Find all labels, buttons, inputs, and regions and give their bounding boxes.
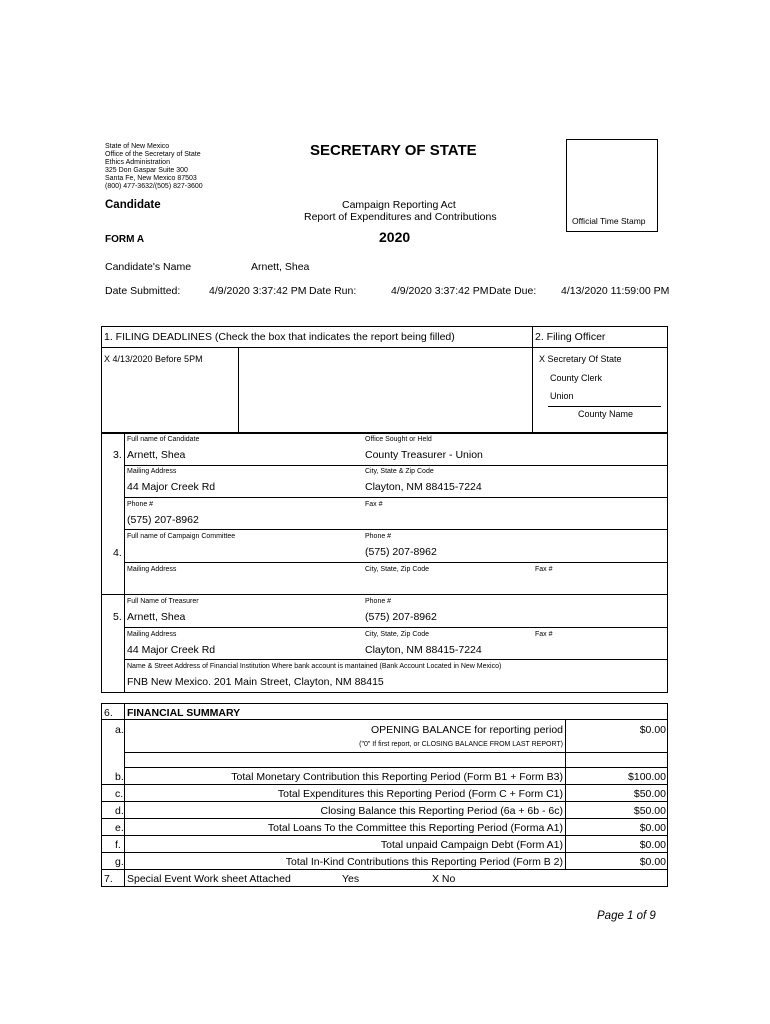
treasurer-phone-label: Phone # bbox=[365, 598, 392, 605]
divider bbox=[124, 703, 125, 887]
county-name-label: County Name bbox=[578, 409, 634, 419]
row-value: $0.00 bbox=[639, 822, 666, 834]
divider bbox=[124, 529, 668, 530]
officer-secretary-of-state: X Secretary Of State bbox=[539, 354, 622, 364]
act-title-2: Report of Expenditures and Contributions bbox=[304, 211, 497, 223]
divider bbox=[101, 852, 668, 853]
section-number: 6. bbox=[104, 707, 113, 719]
committee-mailing-label: Mailing Address bbox=[127, 566, 177, 573]
filing-officer-header: 2. Filing Officer bbox=[535, 331, 606, 343]
row-value: $0.00 bbox=[639, 856, 666, 868]
filing-deadline-selected: X 4/13/2020 Before 5PM bbox=[104, 354, 203, 364]
divider bbox=[124, 433, 125, 693]
row-letter: g. bbox=[115, 856, 124, 868]
divider bbox=[101, 818, 668, 819]
committee-phone-label: Phone # bbox=[365, 533, 392, 540]
committee-city-label: City, State, Zip Code bbox=[365, 566, 430, 573]
section-number: 5. bbox=[113, 611, 122, 623]
page-title: SECRETARY OF STATE bbox=[310, 142, 477, 159]
treasurer-mailing-value: 44 Major Creek Rd bbox=[127, 644, 216, 656]
candidate-name-value: Arnett, Shea bbox=[251, 261, 310, 273]
page-number: Page 1 of 9 bbox=[597, 910, 656, 922]
divider bbox=[124, 627, 668, 628]
divider bbox=[101, 835, 668, 836]
divider bbox=[101, 784, 668, 785]
treasurer-fax-label: Fax # bbox=[535, 631, 553, 638]
divider bbox=[532, 326, 533, 433]
divider bbox=[124, 767, 668, 768]
section-number: 3. bbox=[113, 449, 122, 461]
treasurer-name-label: Full Name of Treasurer bbox=[127, 598, 199, 605]
divider bbox=[238, 347, 239, 433]
form-label: FORM A bbox=[105, 234, 145, 245]
divider bbox=[124, 465, 668, 466]
date-run-label: Date Run: bbox=[309, 285, 357, 297]
candidate-city-value: Clayton, NM 88415-7224 bbox=[365, 481, 482, 493]
date-due-label: Date Due: bbox=[489, 285, 537, 297]
section-number: 4. bbox=[113, 547, 122, 559]
row-value: $0.00 bbox=[639, 839, 666, 851]
office-sought-label: Office Sought or Held bbox=[365, 436, 432, 443]
divider bbox=[124, 659, 668, 660]
official-time-stamp-box bbox=[566, 139, 658, 232]
opening-balance-note: ("0" If first report, or CLOSING BALANCE FROM LAST REPORT) bbox=[359, 741, 563, 748]
special-event-label: Special Event Work sheet Attached bbox=[127, 873, 291, 885]
special-event-no: X No bbox=[432, 873, 456, 885]
row-label: Total In-Kind Contributions this Reporting Period (Form B 2) bbox=[285, 856, 563, 868]
agency-line: State of New Mexico bbox=[105, 143, 170, 150]
agency-line: (800) 477-3632/(505) 827-3600 bbox=[105, 183, 203, 190]
date-submitted-value: 4/9/2020 3:37:42 PM bbox=[209, 285, 307, 297]
row-value: $100.00 bbox=[628, 771, 666, 783]
candidate-fax-label: Fax # bbox=[365, 501, 383, 508]
divider bbox=[124, 752, 668, 753]
row-label: Total Monetary Contribution this Reporting Period (Form B1 + Form B3) bbox=[231, 771, 563, 783]
county-name-underline bbox=[548, 406, 661, 407]
candidate-city-label: City, State & Zip Code bbox=[365, 468, 434, 475]
agency-line: Santa Fe, New Mexico 87503 bbox=[105, 175, 197, 182]
bank-label: Name & Street Address of Financial Institution Where bank account is mantained (Bank Account Located in New Mexico) bbox=[127, 663, 502, 670]
candidate-heading: Candidate bbox=[105, 199, 161, 211]
committee-name-label: Full name of Campaign Committee bbox=[127, 533, 236, 540]
candidate-phone-value: (575) 207-8962 bbox=[127, 514, 199, 526]
report-year: 2020 bbox=[379, 229, 411, 245]
bank-value: FNB New Mexico. 201 Main Street, Clayton, NM 88415 bbox=[127, 676, 384, 688]
agency-line: Ethics Administration bbox=[105, 159, 170, 166]
treasurer-mailing-label: Mailing Address bbox=[127, 631, 177, 638]
divider bbox=[101, 347, 668, 348]
agency-line: Office of the Secretary of State bbox=[105, 151, 201, 158]
special-event-yes: Yes bbox=[342, 873, 360, 885]
row-letter: f. bbox=[115, 839, 121, 851]
agency-address bbox=[105, 143, 203, 191]
row-letter: c. bbox=[115, 788, 124, 800]
committee-fax-label: Fax # bbox=[535, 566, 553, 573]
row-label: Total Loans To the Committee this Reporting Period (Forma A1) bbox=[267, 822, 563, 834]
candidate-mailing-value: 44 Major Creek Rd bbox=[127, 481, 216, 493]
act-title-1: Campaign Reporting Act bbox=[342, 199, 456, 211]
opening-balance-label: OPENING BALANCE for reporting period bbox=[371, 724, 563, 736]
opening-balance-value: $0.00 bbox=[639, 724, 666, 736]
candidate-fullname-label: Full name of Candidate bbox=[127, 436, 200, 443]
treasurer-city-label: City, State, Zip Code bbox=[365, 631, 430, 638]
row-value: $50.00 bbox=[633, 788, 666, 800]
row-letter: b. bbox=[115, 771, 124, 783]
row-label: Total Expenditures this Reporting Period (Form C + Form C1) bbox=[277, 788, 563, 800]
section-divider bbox=[101, 594, 668, 595]
section-number: 7. bbox=[104, 873, 113, 885]
agency-line: 325 Don Gaspar Suite 300 bbox=[105, 167, 188, 174]
divider bbox=[101, 801, 668, 802]
financial-summary-title: FINANCIAL SUMMARY bbox=[127, 707, 241, 719]
divider bbox=[124, 497, 668, 498]
candidate-phone-label: Phone # bbox=[127, 501, 154, 508]
date-due-value: 4/13/2020 11:59:00 PM bbox=[561, 285, 670, 297]
treasurer-name-value: Arnett, Shea bbox=[127, 611, 186, 623]
stamp-label: Official Time Stamp bbox=[572, 216, 646, 226]
candidate-mailing-label: Mailing Address bbox=[127, 468, 177, 475]
treasurer-city-value: Clayton, NM 88415-7224 bbox=[365, 644, 482, 656]
county-value: Union bbox=[550, 391, 574, 401]
officer-county-clerk: County Clerk bbox=[550, 373, 603, 383]
date-submitted-label: Date Submitted: bbox=[105, 285, 181, 297]
row-letter: a. bbox=[115, 724, 124, 736]
row-label: Total unpaid Campaign Debt (Form A1) bbox=[380, 839, 563, 851]
row-letter: e. bbox=[115, 822, 124, 834]
committee-phone-value: (575) 207-8962 bbox=[365, 546, 437, 558]
divider bbox=[124, 562, 668, 563]
row-label: Closing Balance this Reporting Period (6a + 6b - 6c) bbox=[320, 805, 563, 817]
row-letter: d. bbox=[115, 805, 124, 817]
divider bbox=[101, 869, 668, 870]
treasurer-phone-value: (575) 207-8962 bbox=[365, 611, 437, 623]
filing-deadlines-header: 1. FILING DEADLINES (Check the box that indicates the report being filled) bbox=[104, 331, 455, 343]
divider bbox=[101, 719, 668, 720]
office-sought-value: County Treasurer - Union bbox=[365, 449, 483, 461]
row-value: $50.00 bbox=[633, 805, 666, 817]
divider bbox=[565, 719, 566, 869]
candidate-fullname-value: Arnett, Shea bbox=[127, 449, 186, 461]
date-run-value: 4/9/2020 3:37:42 PM bbox=[391, 285, 489, 297]
candidate-name-label: Candidate's Name bbox=[105, 261, 192, 273]
